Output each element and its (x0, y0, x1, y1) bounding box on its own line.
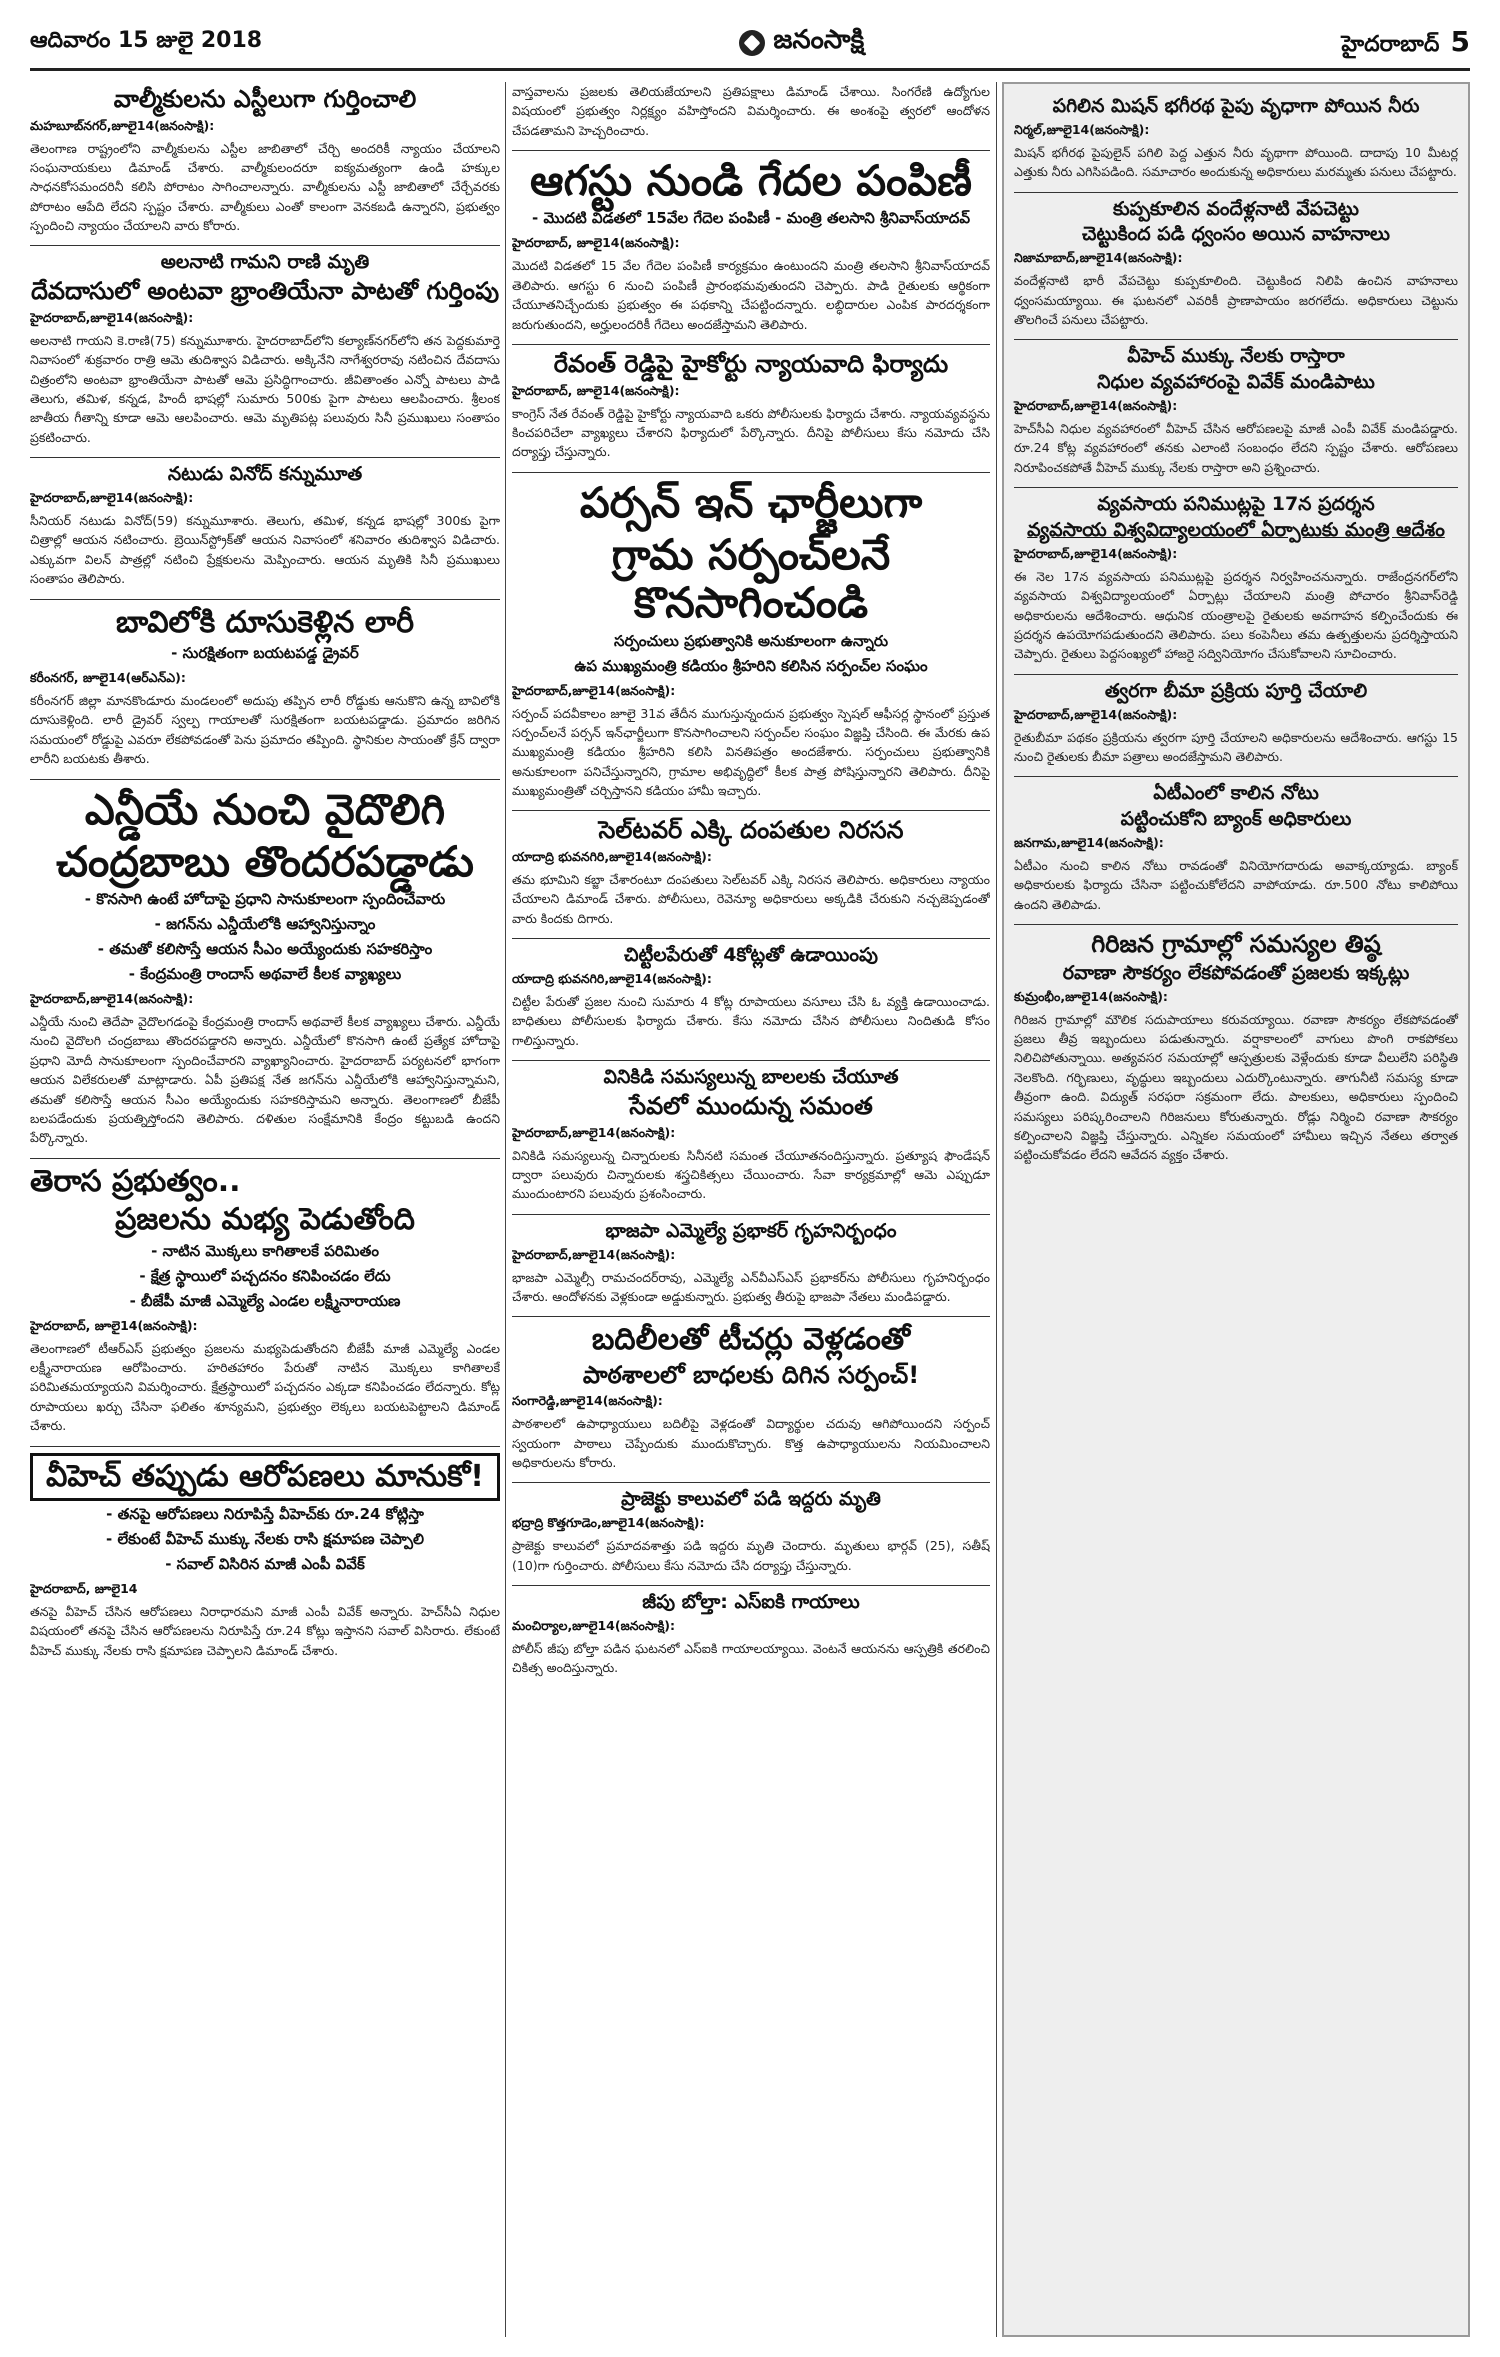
column-left (30, 82, 500, 2337)
divider (30, 245, 500, 246)
divider (30, 779, 500, 780)
article-vivek-funds (1014, 346, 1458, 477)
kicker: ఉప ముఖ్యమంత్రి కడియం శ్రీహరిని కలిసిన సర్పంచ్‌ల సంఘం (574, 656, 928, 675)
dateline: హైదరాబాద్,జూలై14(జనంసాక్షి): (30, 991, 194, 1007)
brand-name: జనంసాక్షి (773, 25, 865, 55)
article-body: మొదటి విడతలో 15 వేల గేదెల పంపిణీ కార్యక్రమం ఉంటుందని మంత్రి తలసాని శ్రీనివాస్‌యాదవ్ తెలిపారు. ఆగస్టు 6 నుంచి పంపిణీ ప్రారంభమవుతుందని చెప్పారు. పాడి రైతులకు ఆర్థికంగా చేయూతనిచ్చేందుకు ప్రభుత్వం ఈ పథకాన్ని చేపట్టిందన్నారు. లబ్ధిదారుల ఎంపిక పారదర్శకంగా జరుగుతుందని, అర్హులందరికీ గేదెలు అందజేస్తామని తెలిపారు. (512, 258, 990, 332)
headline: పాఠశాలలో బాధలకు దిగిన సర్పంచ్! (582, 1360, 920, 1389)
article-body: తనపై వీహెచ్ చేసిన ఆరోపణలు నిరాధారమని మాజీ ఎంపీ వివేక్ అన్నారు. హెచ్‌సీఏ నిధుల విషయంలో తనపై చేసిన ఆరోపణలను నిరూపిస్తే రూ.24 కోట్లు ఇస్తానని సవాల్ విసిరారు. లేకుంటే వీహెచ్ ముక్కు నేలకు రాసి క్షమాపణ చెప్పాలని డిమాండ్ చేశారు. (30, 1604, 500, 1658)
article-body: పోలీస్ జీపు బోల్తా పడిన ఘటనలో ఎస్‌ఐకి గాయాలయ్యాయి. వెంటనే ఆయనను ఆస్పత్రికి తరలించి చికిత్స అందిస్తున్నారు. (512, 1640, 990, 1676)
dateline: హైదరాబాద్,జూలై14(జనంసాక్షి): (1014, 706, 1178, 722)
article-pipeline-burst (1014, 96, 1458, 182)
article-canal-deaths (512, 1489, 990, 1575)
article-body: మిషన్ భగీరథ పైపులైన్ పగిలి పెద్ద ఎత్తున నీరు వృథాగా పోయింది. దాదాపు 10 మీటర్ల ఎత్తుకు నీరు ఎగిసిపడింది. సమాచారం అందుకున్న అధికారులు మరమ్మతు పనులు చేపట్టారు. (1014, 144, 1458, 180)
issue-date: ఆదివారం 15 జులై 2018 (30, 28, 263, 53)
subheadline: - మొదటి విడతలో 15వేల గేదెల పంపిణీ - మంత్రి తలసాని శ్రీనివాస్‌యాదవ్ (532, 209, 970, 228)
divider (512, 1316, 990, 1317)
article-body: ఎన్డీయే నుంచి తెదేపా వైదొలగడంపై కేంద్రమంత్రి రాందాస్ అథవాలే కీలక వ్యాఖ్యలు చేశారు. ఎన్డీయే నుంచి వైదొలగి చంద్రబాబు తొందరపడ్డారని అన్నారు. ఎన్డీయేలో కొనసాగి ఉంటే ప్రత్యేక హోదాపై ప్రధాని మోదీ సానుకూలంగా స్పందించేవారని వ్యాఖ్యానించారు. హైదరాబాద్ పర్యటనలో భాగంగా ఆయన విలేకరులతో మాట్లాడారు. ఏపీ ప్రతిపక్ష నేత జగన్‌ను ఎన్డీయేలోకి ఆహ్వానిస్తున్నామని, తమతో కలిసొస్తే ఆయన సీఎం అయ్యేందుకు సహకరిస్తామని అన్నారు. తెలంగాణలో బీజేపీ బలపడేందుకు ప్రయత్నిస్తోందని తెలిపారు. దళితుల సంక్షేమానికి కేంద్రం కట్టుబడి ఉందని పేర్కొన్నారు. (30, 1014, 500, 1146)
dateline: హైదరాబాద్, జూలై14(జనంసాక్షి): (512, 382, 680, 398)
article-body: ఏటీఎం నుంచి కాలిన నోటు రావడంతో వినియోగదారుడు అవాక్కయ్యాడు. బ్యాంక్ అధికారులకు ఫిర్యాదు చేసినా పట్టించుకోలేదని వాపోయాడు. రూ.500 నోటు కాలిపోయి ఉందని తెలిపాడు. (1014, 858, 1458, 912)
dateline: కరీంనగర్, జూలై14(ఆర్ఎన్ఎ): (30, 670, 186, 685)
headline: తెరాస ప్రభుత్వం.. (30, 1163, 241, 1199)
headline: నిధుల వ్యవహారంపై వివేక్ మండిపాటు (1097, 371, 1375, 394)
headline: సేవలో ముందున్న సమంత (629, 1091, 873, 1120)
divider (30, 1158, 500, 1159)
article-house-arrest (512, 1221, 990, 1307)
dateline: హైదరాబాద్,జూలై14(జనంసాక్షి): (30, 490, 194, 505)
article-body: సర్పంచ్ పదవీకాలం జూలై 31వ తేదీన ముగుస్తున్నందున ప్రభుత్వం స్పెషల్ ఆఫీసర్ల స్థానంలో ప్రస్తుత సర్పంచ్‌లనే పర్సన్ ఇన్‌ఛార్జీలుగా కొనసాగించాలని సర్పంచ్‌ల సంఘం విజ్ఞప్తి చేసింది. ఈ మేరకు ఉప ముఖ్యమంత్రి కడియం శ్రీహరిని కలిసి వినతిపత్రం అందజేశారు. సర్పంచులు ప్రభుత్వానికి అనుకూలంగా పనిచేస్తున్నారని, గ్రామాల అభివృద్ధిలో కీలక పాత్ర పోషిస్తున్నారని తెలిపారు. దీనిపై ముఖ్యమంత్రితో చర్చిస్తానని కడియం హామీ ఇచ్చారు. (512, 705, 990, 799)
headline: అలనాటి గామని రాణి మృతి (160, 251, 370, 274)
dateline: హైదరాబాద్,జూలై14(జనంసాక్షి): (1014, 545, 1178, 561)
article-continued (512, 82, 990, 140)
article-revanth-complaint (512, 351, 990, 462)
headline: వీహెచ్ ముక్కు నేలకు రాస్తారా (1127, 345, 1345, 368)
kicker: - జగన్‌ను ఎన్డీయేలోకి ఆహ్వానిస్తున్నాం (154, 915, 376, 934)
divider (1014, 487, 1458, 488)
dateline: హైదరాబాద్, జూలై14 (30, 1581, 138, 1597)
article-body: కరీంనగర్ జిల్లా మానకొండూరు మండలంలో అదుపు తప్పిన లారీ రోడ్డుకు ఆనుకొని ఉన్న బావిలోకి దూసుకెళ్లింది. లారీ డ్రైవర్ స్వల్ప గాయాలతో సురక్షితంగా బయటపడ్డాడు. ప్రమాదం జరిగిన సమయంలో రోడ్డుపై ఎవరూ లేకపోవడంతో పెను ప్రమాదం తప్పింది. స్థానికుల సాయంతో క్రేన్ ద్వారా లారీని బయటకు తీశారు. (30, 693, 500, 767)
dateline: మంచిర్యాల,జూలై14(జనంసాక్షి): (512, 1617, 675, 1633)
dateline: యాదాద్రి భువనగిరి,జూలై14(జనంసాక్షి): (512, 849, 712, 864)
article-cell-tower-protest (512, 817, 990, 928)
divider (512, 150, 990, 151)
article-body: కాంగ్రెస్ నేత రేవంత్ రెడ్డిపై హైకోర్టు న్యాయవాది ఒకరు పోలీసులకు ఫిర్యాదు చేశారు. న్యాయవ్యవస్థను కించపరిచేలా వ్యాఖ్యలు చేశారని ఫిర్యాదులో పేర్కొన్నారు. దీనిపై పోలీసులు కేసు నమోదు చేసి దర్యాప్తు చేస్తున్నారు. (512, 405, 990, 460)
headline: కుప్పకూలిన వందేళ్లనాటి వేపచెట్టు (1113, 197, 1359, 220)
dateline: నిర్మల్,జూలై14(జనంసాక్షి): (1014, 121, 1150, 137)
article-body: వాస్తవాలను ప్రజలకు తెలియజేయాలని ప్రతిపక్షాలు డిమాండ్ చేశాయి. సింగరేణి ఉద్యోగుల విషయంలో ప్రభుత్వం నిర్లక్ష్యం వహిస్తోందని విమర్శించారు. ఈ అంశంపై త్వరలో ఆందోళన చేపడతామని హెచ్చరించారు. (512, 84, 990, 138)
article-atm-note (1014, 783, 1458, 914)
headline: వ్యవసాయ విశ్వవిద్యాలయంలో ఏర్పాటుకు మంత్రి ఆదేశం (1027, 519, 1445, 542)
dateline: హైదరాబాద్,జూలై14(జనంసాక్షి): (512, 682, 676, 698)
article-samantha (512, 1067, 990, 1204)
page-number: 5 (1450, 24, 1470, 58)
headline: బదిలీలతో టీచర్లు వెళ్లడంతో (591, 1322, 911, 1358)
divider (1014, 674, 1458, 675)
dateline: సంగారెడ్డి,జూలై14(జనంసాక్షి): (512, 1393, 663, 1409)
article-body: వినికిడి సమస్యలున్న చిన్నారులకు సినీనటి సమంత చేయూతనందిస్తున్నారు. ప్రత్యూష ఫౌండేషన్ ద్వారా పలువురు చిన్నారులకు శస్త్రచికిత్సలు చేయించారు. సేవా కార్యక్రమాల్లో ఆమె ఎప్పుడూ ముందుంటారని పలువురు ప్రశంసించారు. (512, 1147, 990, 1202)
article-lorry-well (30, 606, 500, 769)
article-neem-tree (1014, 199, 1458, 330)
kicker: - లేకుంటే వీహెచ్ ముక్కు నేలకు రాసి క్షమాపణ చెప్పాలి (106, 1530, 424, 1549)
article-body: గిరిజన గ్రామాల్లో మౌలిక సదుపాయాలు కరువయ్యాయి. రవాణా సౌకర్యం లేకపోవడంతో ప్రజలు తీవ్ర ఇబ్బందులు పడుతున్నారు. వర్షాకాలంలో వాగులు పొంగి రాకపోకలు నిలిచిపోతున్నాయి. అత్యవసర సమయాల్లో ఆస్పత్రులకు వెళ్లేందుకు కూడా వీలులేని పరిస్థితి నెలకొంది. గర్భిణులు, వృద్ధులు ఇబ్బందులు ఎదుర్కొంటున్నారు. తాగునీటి సమస్య కూడా తీవ్రంగా ఉంది. విద్యుత్ సరఫరా సక్రమంగా లేదు. పాలకులు, అధికారులు స్పందించి సమస్యలు పరిష్కరించాలని గిరిజనులు కోరుతున్నారు. రోడ్లు నిర్మించి రవాణా సౌకర్యం కల్పించాలని విజ్ఞప్తి చేస్తున్నారు. ఎన్నికల సమయంలో హామీలు ఇచ్చిన నేతలు తర్వాత పట్టించుకోవడం లేదని ఆవేదన వ్యక్తం చేశారు. (1014, 1011, 1458, 1163)
page-location (1341, 25, 1470, 62)
headline: వీహెచ్ తప్పుడు ఆరోపణలు మానుకో! (30, 1453, 500, 1502)
headline: పర్సన్ ఇన్ ఛార్జీలుగా (579, 477, 923, 527)
kicker: - బీజేపీ మాజీ ఎమ్మెల్యే ఎండల లక్ష్మీనారాయణ (129, 1291, 401, 1310)
article-chandrababu (30, 786, 500, 1148)
headline: ఏటీఎంలో కాలిన నోటు (1153, 782, 1319, 805)
article-tribal-villages (1014, 931, 1458, 1164)
column-divider (996, 82, 997, 2337)
column-divider (505, 82, 506, 2337)
divider (30, 599, 500, 600)
article-body: ఈ నెల 17న వ్యవసాయ పనిముట్లపై ప్రదర్శన నిర్వహించనున్నారు. రాజేంద్రనగర్‌లోని వ్యవసాయ విశ్వవిద్యాలయంలో ఏర్పాట్లు చేయాలని మంత్రి పోచారం శ్రీనివాస్‌రెడ్డి అధికారులను ఆదేశించారు. ఆధునిక యంత్రాలపై రైతులకు అవగాహన కల్పించేందుకు ఈ ప్రదర్శన ఉపయోగపడుతుందని తెలిపారు. పలు కంపెనీలు తమ ఉత్పత్తులను ప్రదర్శిస్తాయని చెప్పారు. రైతులు పెద్దసంఖ్యలో హాజరై సద్వినియోగం చేసుకోవాలని సూచించారు. (1014, 568, 1458, 662)
kicker: - సవాల్ విసిరిన మాజీ ఎంపీ వివేక్ (165, 1555, 365, 1574)
divider (512, 344, 990, 345)
headline: చంద్రబాబు తొందరపడ్డాడు (56, 836, 474, 886)
edition-city: హైదరాబాద్ (1341, 31, 1440, 57)
article-valmiki (30, 86, 500, 235)
headline: ఆగస్టు నుండి గేదల పంపిణీ (530, 156, 972, 206)
column-right (1002, 82, 1470, 2337)
subheadline: - సురక్షితంగా బయటపడ్డ డ్రైవర్ (171, 644, 359, 662)
headline: గ్రామ సర్పంచ్‌లనే కొనసాగించండి (611, 529, 891, 628)
headline: వాల్మీకులను ఎస్టీలుగా గుర్తించాలి (113, 85, 417, 113)
dateline: యాదాద్రి భువనగిరి,జూలై14(జనంసాక్షి): (512, 970, 712, 986)
headline: త్వరగా బీమా ప్రక్రియ పూర్తి చేయాలి (1104, 679, 1368, 702)
article-actor-vinod (30, 464, 500, 588)
divider (512, 810, 990, 811)
article-body: అలనాటి గాయని కె.రాణి(75) కన్నుమూశారు. హైదరాబాద్‌లోని కల్యాణ్‌నగర్‌లోని తన పెద్దకుమార్తె నివాసంలో శుక్రవారం రాత్రి ఆమె తుదిశ్వాస విడిచారు. అక్కినేని నాగేశ్వరరావు నటించిన దేవదాసు చిత్రంలోని అంటవా భ్రాంతియేనా పాటతో ఆమె ప్రసిద్ధిగాంచారు. జీవితాంతం ఎన్నో పాటలు పాడి తెలుగు, తమిళ, కన్నడ, హిందీ భాషల్లో సుమారు 500కు పైగా పాటలు ఆలపించారు. శ్రీలంక జాతీయ గీతాన్ని కూడా ఆమె ఆలపించారు. ఆమె మృతిపట్ల పలువురు సినీ ప్రముఖులు సంతాపం ప్రకటించారు. (30, 332, 500, 445)
dateline: జనగామ,జూలై14(జనంసాక్షి): (1014, 835, 1164, 851)
article-body: భాజపా ఎమ్మెల్సీ రామచందర్‌రావు, ఎమ్మెల్యే ఎన్‌వీఎస్ఎస్ ప్రభాకర్‌ను పోలీసులు గృహనిర్బంధం చేశారు. ఆందోళనకు వెళ్లకుండా అడ్డుకున్నారు. ప్రభుత్వ తీరుపై భాజపా నేతలు మండిపడ్డారు. (512, 1269, 990, 1304)
divider (512, 1585, 990, 1586)
dateline: మహబూబ్‌నగర్,జూలై14(జనంసాక్షి): (30, 117, 215, 133)
headline: వినికిడి సమస్యలున్న బాలలకు చేయూత (603, 1066, 899, 1089)
article-body: రైతుబీమా పథకం ప్రక్రియను త్వరగా పూర్తి చేయాలని అధికారులను ఆదేశించారు. ఆగస్టు 15 నుంచి రైతులకు బీమా పత్రాలు అందజేస్తామని తెలిపారు. (1014, 729, 1458, 764)
headline: ప్రాజెక్టు కాలువలో పడి ఇద్దరు మృతి (621, 1488, 881, 1511)
kicker: - తమతో కలిసొస్తే ఆయన సీఎం అయ్యేందుకు సహకరిస్తాం (97, 940, 433, 959)
dateline: హైదరాబాద్,జూలై14(జనంసాక్షి): (30, 309, 194, 325)
divider (512, 938, 990, 939)
headline: నటుడు వినోద్ కన్నుమూత (167, 463, 363, 486)
article-singer-rani (30, 252, 500, 447)
headline: గిరిజన గ్రామాల్లో సమస్యల తిష్ఠ (1091, 930, 1381, 959)
divider (512, 1482, 990, 1483)
divider (512, 472, 990, 473)
article-vivek-vh (30, 1453, 500, 1661)
dateline: కుమ్రంభీం,జూలై14(జనంసాక్షి): (1014, 988, 1168, 1004)
article-trs-govt (30, 1165, 500, 1436)
divider (1014, 776, 1458, 777)
article-body: తెలంగాణ రాష్ట్రంలోని వాల్మీకులను ఎస్టీల జాబితాలో చేర్చి అందరికీ న్యాయం చేయాలని సంఘనాయకులు డిమాండ్ చేశారు. వాల్మీకులందరూ ఐక్యమత్యంగా ఉండి హక్కుల సాధనకోసమందరినీ కలిసి పోరాటం సాగించాలన్నారు. వాల్మీకులను ఎస్టీ జాబితాలో చేర్చేవరకు పోరాటం ఆపేది లేదని స్పష్టం చేశారు. వాల్మీకులు ఎంతో కాలంగా వెనకబడి ఉన్నారని, ప్రభుత్వం స్పందించి న్యాయం చేయాలని వారు కోరారు. (30, 140, 500, 234)
divider (1014, 924, 1458, 925)
divider (1014, 339, 1458, 340)
article-body: హెచ్‌సీఏ నిధుల వ్యవహారంలో వీహెచ్ చేసిన ఆరోపణలపై మాజీ ఎంపీ వివేక్ మండిపడ్డారు. రూ.24 కోట్ల వ్యవహారంలో తనకు ఎలాంటి సంబంధం లేదని స్పష్టం చేశారు. ఆరోపణలు నిరూపించకపోతే వీహెచ్ ముక్కు నేలకు రాస్తారా అని ప్రశ్నించారు. (1014, 421, 1458, 475)
article-chit-fraud (512, 945, 990, 1050)
article-body: పాఠశాలలో ఉపాధ్యాయులు బదిలీపై వెళ్లడంతో విద్యార్థుల చదువు ఆగిపోయిందని సర్పంచ్ స్వయంగా పాఠాలు చెప్పేందుకు ముందుకొచ్చారు. కొత్త ఉపాధ్యాయులను నియమించాలని అధికారులను కోరారు. (512, 1416, 990, 1471)
kicker: - కేంద్రమంత్రి రాందాస్ అథవాలే కీలక వ్యాఖ్యలు (128, 965, 402, 984)
kicker: - కొనసాగి ఉంటే హోదాపై ప్రధాని సానుకూలంగా స్పందించేవారు (84, 890, 446, 909)
article-body: సీనియర్ నటుడు వినోద్(59) కన్నుమూశారు. తెలుగు, తమిళ, కన్నడ భాషల్లో 300కు పైగా చిత్రాల్లో ఆయన నటించారు. బ్రెయిన్‌స్ట్రోక్‌తో ఆయన నివాసంలో శనివారం తుదిశ్వాస విడిచారు. ఎక్కువగా విలన్ పాత్రల్లో నటించి ప్రేక్షకులను మెప్పించారు. ఆయన మృతికి సినీ ప్రముఖులు సంతాపం తెలిపారు. (30, 513, 500, 587)
headline: చెట్టుకింద పడి ధ్వంసం అయిన వాహనాలు (1082, 223, 1390, 246)
headline: దేవదాసులో అంటవా భ్రాంతియేనా పాటతో గుర్తింపు (30, 277, 500, 306)
headline: రవాణా సౌకర్యం లేకపోవడంతో ప్రజలకు ఇక్కట్లు (1062, 961, 1410, 984)
dateline: హైదరాబాద్, జూలై14(జనంసాక్షి): (30, 1317, 198, 1333)
article-insurance (1014, 681, 1458, 767)
article-body: తెలంగాణలో టీఆర్ఎస్ ప్రభుత్వం ప్రజలను మభ్యపెడుతోందని బీజేపీ మాజీ ఎమ్మెల్యే ఎండల లక్ష్మీనారాయణ ఆరోపించారు. హరితహారం పేరుతో నాటిన మొక్కలు కాగితాలకే పరిమితమయ్యాయని విమర్శించారు. క్షేత్రస్థాయిలో పచ్చదనం ఎక్కడా కనిపించడం లేదన్నారు. కోట్ల రూపాయలు ఖర్చు చేసినా ఫలితం శూన్యమని, ప్రభుత్వం లెక్కలు బయటపెట్టాలని డిమాండ్ చేశారు. (30, 1340, 500, 1434)
headline: చిట్టీలపేరుతో 4కోట్లతో ఉడాయింపు (624, 944, 878, 967)
article-body: వందేళ్లనాటి భారీ వేపచెట్టు కుప్పకూలింది. చెట్టుకింద నిలిపి ఉంచిన వాహనాలు ధ్వంసమయ్యాయి. ఈ ఘటనలో ఎవరికీ ప్రాణాపాయం జరగలేదు. అధికారులు చెట్టును తొలగించే పనులు చేపట్టారు. (1014, 273, 1458, 328)
dateline: భద్రాద్రి కొత్తగూడెం,జూలై14(జనంసాక్షి): (512, 1515, 705, 1531)
divider (512, 1060, 990, 1061)
headline: జీపు బోల్తా: ఎస్‌ఐకి గాయాలు (642, 1591, 860, 1614)
article-body: చిట్టీల పేరుతో ప్రజల నుంచి సుమారు 4 కోట్ల రూపాయలు వసూలు చేసి ఓ వ్యక్తి ఉడాయించాడు. బాధితులు పోలీసులకు ఫిర్యాదు చేశారు. కేసు నమోదు చేసిన పోలీసులు నిందితుడి కోసం గాలిస్తున్నారు. (512, 993, 990, 1048)
dateline: హైదరాబాద్,జూలై14(జనంసాక్షి): (512, 1246, 676, 1262)
headline: ఎన్డీయే నుంచి వైదొలిగి (84, 784, 446, 834)
article-body: తమ భూమిని కబ్జా చేశారంటూ దంపతులు సెల్‌టవర్ ఎక్కి నిరసన తెలిపారు. అధికారులు న్యాయం చేయాలని డిమాండ్ చేశారు. పోలీసులు, రెవెన్యూ అధికారులు అక్కడికి చేరుకుని నచ్చజెప్పడంతో వారు కిందకు దిగారు. (512, 872, 990, 926)
headline: వ్యవసాయ పనిముట్లపై 17న ప్రదర్శన (1097, 493, 1375, 516)
article-sarpanch (512, 479, 990, 801)
kicker: - నాటిన మొక్కలు కాగితాలకే పరిమితం (151, 1241, 379, 1260)
column-middle (512, 82, 990, 2337)
headline: రేవంత్ రెడ్డిపై హైకోర్టు న్యాయవాది ఫిర్యాదు (553, 349, 949, 378)
divider (1014, 192, 1458, 193)
article-buffalo-distribution (512, 157, 990, 334)
dateline: హైదరాబాద్,జూలై14(జనంసాక్షి): (512, 1124, 676, 1140)
dateline: హైదరాబాద్, జూలై14(జనంసాక్షి): (512, 235, 680, 251)
divider (512, 1214, 990, 1215)
headline: ప్రజలను మభ్య పెడుతోంది (115, 1202, 415, 1238)
article-body: ప్రాజెక్టు కాలువలో ప్రమాదవశాత్తు పడి ఇద్దరు మృతి చెందారు. మృతులు భార్గవ్ (25), సతీష్ (10)గా గుర్తించారు. పోలీసులు కేసు నమోదు చేసి దర్యాప్తు చేస్తున్నారు. (512, 1538, 990, 1573)
article-jeep-accident (512, 1592, 990, 1678)
headline: పగిలిన మిషన్ భగీరథ పైపు వృధాగా పోయిన నీరు (1052, 95, 1420, 117)
headline: బావిలోకి దూసుకెళ్లిన లారీ (115, 604, 415, 640)
masthead (739, 25, 864, 61)
dateline: నిజామాబాద్,జూలై14(జనంసాక్షి): (1014, 250, 1183, 266)
divider (30, 1446, 500, 1447)
brand-logo-icon (739, 30, 765, 56)
article-teacher-transfers (512, 1323, 990, 1472)
article-farm-equipment (1014, 494, 1458, 664)
headline: పట్టించుకోని బ్యాంక్ అధికారులు (1120, 808, 1352, 831)
page-header (30, 18, 1470, 71)
kicker: సర్పంచులు ప్రభుత్వానికి అనుకూలంగా ఉన్నారు (613, 631, 889, 650)
headline: సెల్‌టవర్ ఎక్కి దంపతుల నిరసన (598, 816, 904, 845)
kicker: - తనపై ఆరోపణలు నిరూపిస్తే వీహెచ్‌కు రూ.24 కోట్లిస్తా (106, 1505, 424, 1524)
headline: భాజపా ఎమ్మెల్యే ప్రభాకర్ గృహనిర్బంధం (605, 1219, 897, 1242)
divider (30, 457, 500, 458)
kicker: - క్షేత్ర స్థాయిలో పచ్చదనం కనిపించడం లేదు (139, 1266, 391, 1285)
dateline: హైదరాబాద్,జూలై14(జనంసాక్షి): (1014, 398, 1178, 414)
